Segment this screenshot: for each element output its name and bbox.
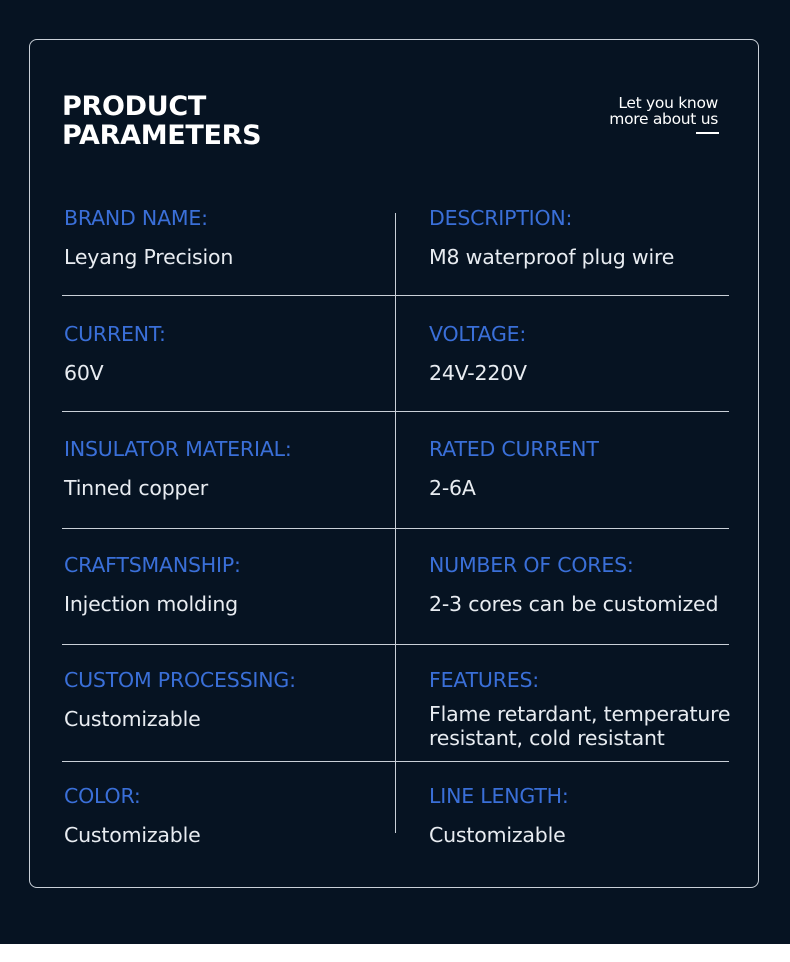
title-line-2: PARAMETERS xyxy=(62,120,262,151)
param-value: M8 waterproof plug wire xyxy=(429,245,675,269)
param-label: CUSTOM PROCESSING: xyxy=(64,668,296,692)
param-voltage xyxy=(429,322,527,385)
title-line-1: PRODUCT xyxy=(62,91,207,122)
param-craftsmanship xyxy=(64,553,241,616)
learn-more-line-2: more about us xyxy=(609,110,718,128)
param-label: INSULATOR MATERIAL: xyxy=(64,437,292,461)
param-value: Tinned copper xyxy=(64,476,208,500)
param-number-of-cores xyxy=(429,553,718,616)
param-rated-current xyxy=(429,437,599,500)
param-label: NUMBER OF CORES: xyxy=(429,553,634,577)
param-label: LINE LENGTH: xyxy=(429,784,569,808)
param-features xyxy=(429,668,739,750)
param-value: Customizable xyxy=(64,707,201,731)
param-custom-processing xyxy=(64,668,296,731)
param-color xyxy=(64,784,200,847)
learn-more-line-1: Let you know xyxy=(618,94,718,112)
param-current xyxy=(64,322,166,385)
param-value: 2-3 cores can be customized xyxy=(429,592,719,616)
row-divider xyxy=(62,411,729,412)
learn-more-underline xyxy=(696,132,719,134)
param-label: DESCRIPTION: xyxy=(429,206,573,230)
param-value: 24V-220V xyxy=(429,361,527,385)
column-divider xyxy=(395,213,396,833)
learn-more-link[interactable] xyxy=(609,95,718,127)
param-value: Flame retardant, temperature resistant, cold resistant xyxy=(429,702,731,750)
param-value: Customizable xyxy=(64,823,201,847)
param-label: VOLTAGE: xyxy=(429,322,527,346)
param-label: RATED CURRENT xyxy=(429,437,599,461)
param-label: CRAFTSMANSHIP: xyxy=(64,553,241,577)
param-line-length xyxy=(429,784,569,847)
param-value: 60V xyxy=(64,361,104,385)
param-value: Injection molding xyxy=(64,592,238,616)
param-label: FEATURES: xyxy=(429,668,540,692)
param-brand-name xyxy=(64,206,233,269)
row-divider xyxy=(62,761,729,762)
row-divider xyxy=(62,644,729,645)
param-label: COLOR: xyxy=(64,784,141,808)
param-value: Customizable xyxy=(429,823,566,847)
param-label: CURRENT: xyxy=(64,322,166,346)
row-divider xyxy=(62,295,729,296)
page-title xyxy=(62,92,261,150)
param-description xyxy=(429,206,674,269)
param-label: BRAND NAME: xyxy=(64,206,208,230)
param-value: 2-6A xyxy=(429,476,476,500)
param-value: Leyang Precision xyxy=(64,245,234,269)
param-insulator-material xyxy=(64,437,292,500)
row-divider xyxy=(62,528,729,529)
